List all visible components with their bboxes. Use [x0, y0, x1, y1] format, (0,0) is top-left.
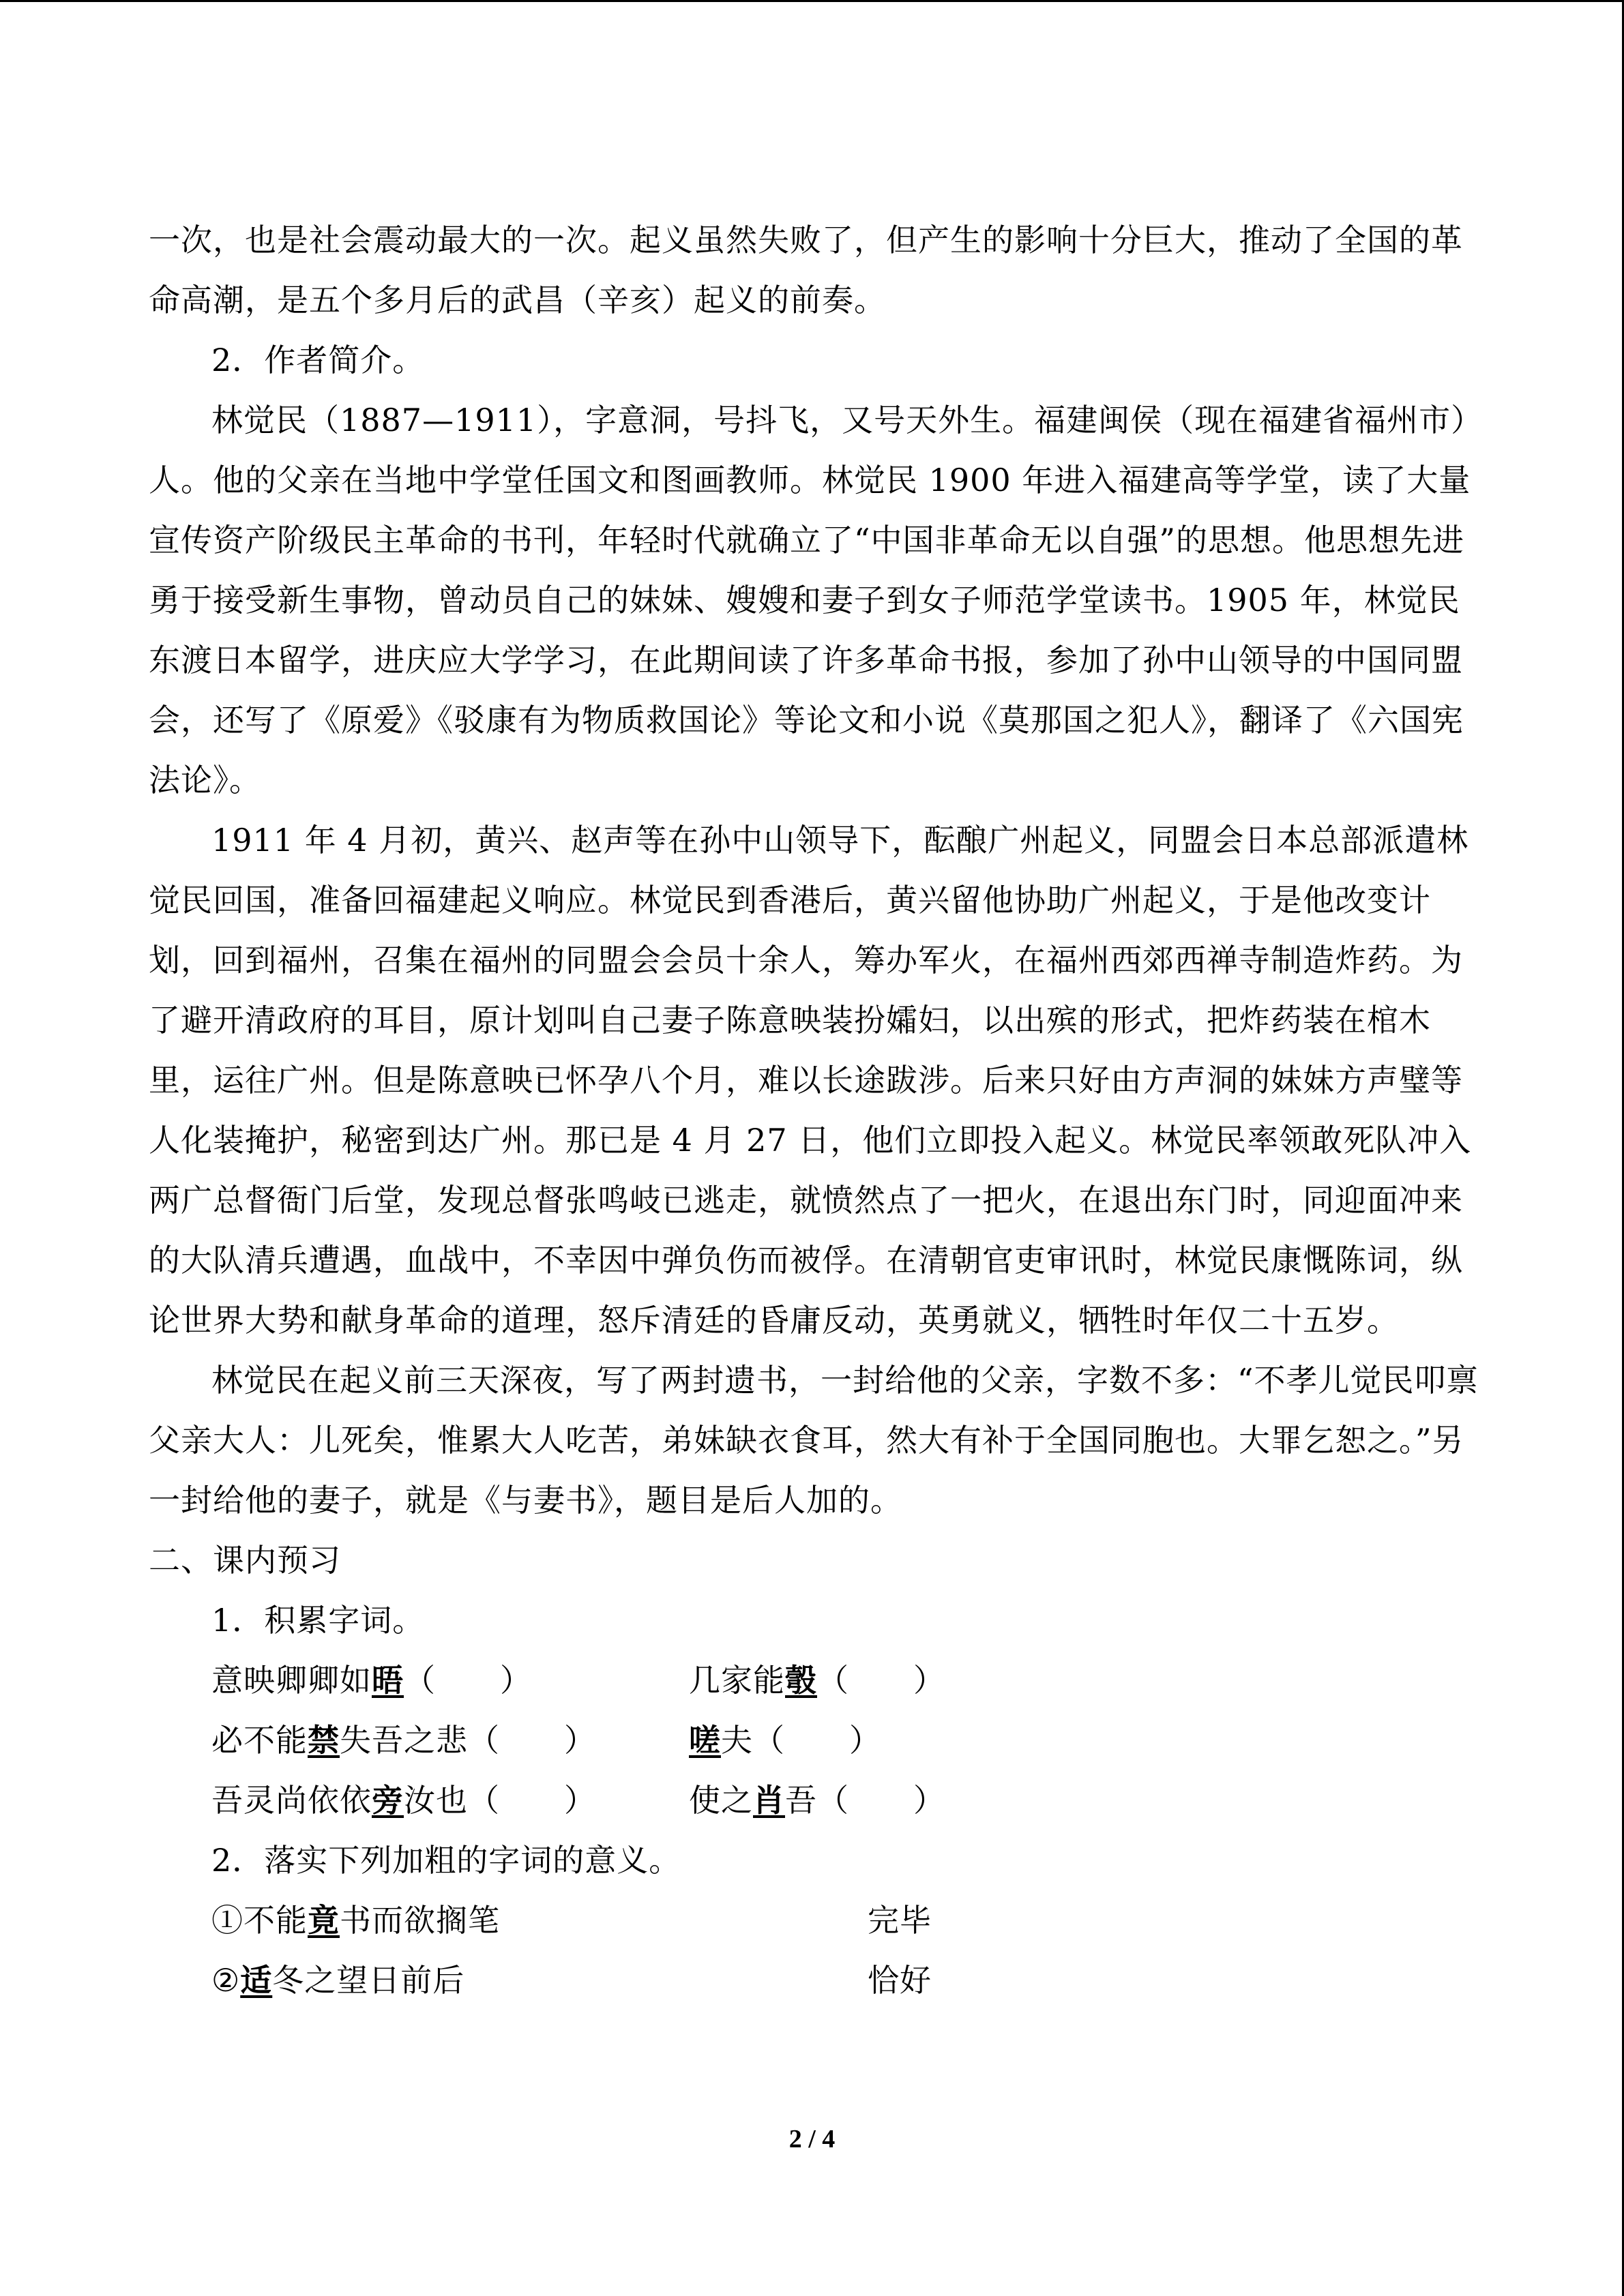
meaning-row: [149, 1890, 1479, 1950]
heading-author-intro: 2．作者简介。: [211, 342, 425, 378]
bold-key-char: 嗟: [689, 1722, 721, 1759]
vocab-item: 必不能禁失吾之悲（ ）: [211, 1722, 596, 1759]
paragraph-continuation: 一次，也是社会震动最大的一次。起义虽然失败了，但产生的影响十分巨大，推动了全国的革命高潮，是五个多月后的武昌（辛亥）起义的前奏。: [149, 222, 1463, 318]
page-content: [149, 210, 1479, 2010]
vocab-item: 几家能彀（ ）: [689, 1662, 945, 1699]
meaning-answer: 完毕: [868, 1902, 932, 1939]
meaning-item: ①不能竟书而欲搁笔: [211, 1902, 500, 1939]
vocab-item: 使之肖吾（ ）: [689, 1782, 945, 1819]
bold-key-char: 禁: [308, 1722, 340, 1759]
meaning-row: [149, 1950, 1479, 2010]
vocab-item: 嗟夫（ ）: [689, 1722, 881, 1759]
paragraph-author-bio: 林觉民（1887—1911），字意洞，号抖飞，又号天外生。福建闽侯（现在福建省福州市）人。他的父亲在当地中学堂任国文和图画教师。林觉民 1900 年进入福建高等学堂，读了大量宣传资产阶级民主革命的书刊，年轻时代就确立了“中国非革命无以自强”的思想。他思想先进勇于接受新生事物，曾动员自己的妹妹、嫂嫂和妻子到女子师范学堂读书。1905 年，林觉民东渡日本留学，进庆应大学学习，在此期间读了许多革命书报，参加了孙中山领导的中国同盟会，还写了《原爱》《驳康有为物质救国论》等论文和小说《莫那国之犯人》，翻译了《六国宪法论》。: [149, 402, 1471, 799]
vocab-item: 吾灵尚依依旁汝也（ ）: [211, 1782, 596, 1819]
paragraph-letters: 林觉民在起义前三天深夜，写了两封遗书，一封给他的父亲，字数不多：“不孝儿觉民叩禀父亲大人：儿死矣，惟累大人吃苦，弟妹缺衣食耳，然大有补于全国同胞也。大罪乞恕之。”另一封给他的妻子，就是《与妻书》，题目是后人加的。: [149, 1362, 1479, 1519]
bold-key-char: 肖: [753, 1782, 785, 1819]
bold-key-char: 适: [240, 1962, 273, 1999]
question-vocab: 1．积累字词。: [211, 1602, 425, 1639]
vocab-item: 意映卿卿如晤（ ）: [211, 1662, 532, 1699]
page-number: 2 / 4: [788, 2125, 836, 2153]
bold-key-char: 旁: [372, 1782, 404, 1819]
meaning-item: ②适冬之望日前后: [211, 1962, 465, 1999]
meaning-answer: 恰好: [868, 1962, 932, 1999]
vocab-row: [149, 1650, 1479, 1710]
vocab-row: [149, 1710, 1479, 1770]
bold-key-char: 晤: [372, 1662, 404, 1699]
bold-key-char: 彀: [785, 1662, 817, 1699]
section-heading-preview: 二、课内预习: [149, 1542, 341, 1579]
paragraph-uprising: 1911 年 4 月初，黄兴、赵声等在孙中山领导下，酝酿广州起义，同盟会日本总部派遣林觉民回国，准备回福建起义响应。林觉民到香港后，黄兴留他协助广州起义，于是他改变计划，回到福州，召集在福州的同盟会会员十余人，筹办军火，在福州西郊西禅寺制造炸药。为了避开清政府的耳目，原计划叫自己妻子陈意映装扮孀妇，以出殡的形式，把炸药装在棺木里，运往广州。但是陈意映已怀孕八个月，难以长途跋涉。后来只好由方声洞的妹妹方声璧等人化装掩护，秘密到达广州。那已是 4 月 27 日，他们立即投入起义。林觉民率领敢死队冲入两广总督衙门后堂，发现总督张鸣岐已逃走，就愤然点了一把火，在退出东门时，同迎面冲来的大队清兵遭遇，血战中，不幸因中弹负伤而被俘。在清朝官吏审讯时，林觉民康慨陈词，纵论世界大势和献身革命的道理，怒斥清廷的昏庸反动，英勇就义，牺牲时年仅二十五岁。: [149, 822, 1472, 1339]
question-meanings: 2．落实下列加粗的字词的意义。: [211, 1842, 681, 1879]
vocab-row: [149, 1770, 1479, 1830]
bold-key-char: 竟: [308, 1902, 340, 1939]
